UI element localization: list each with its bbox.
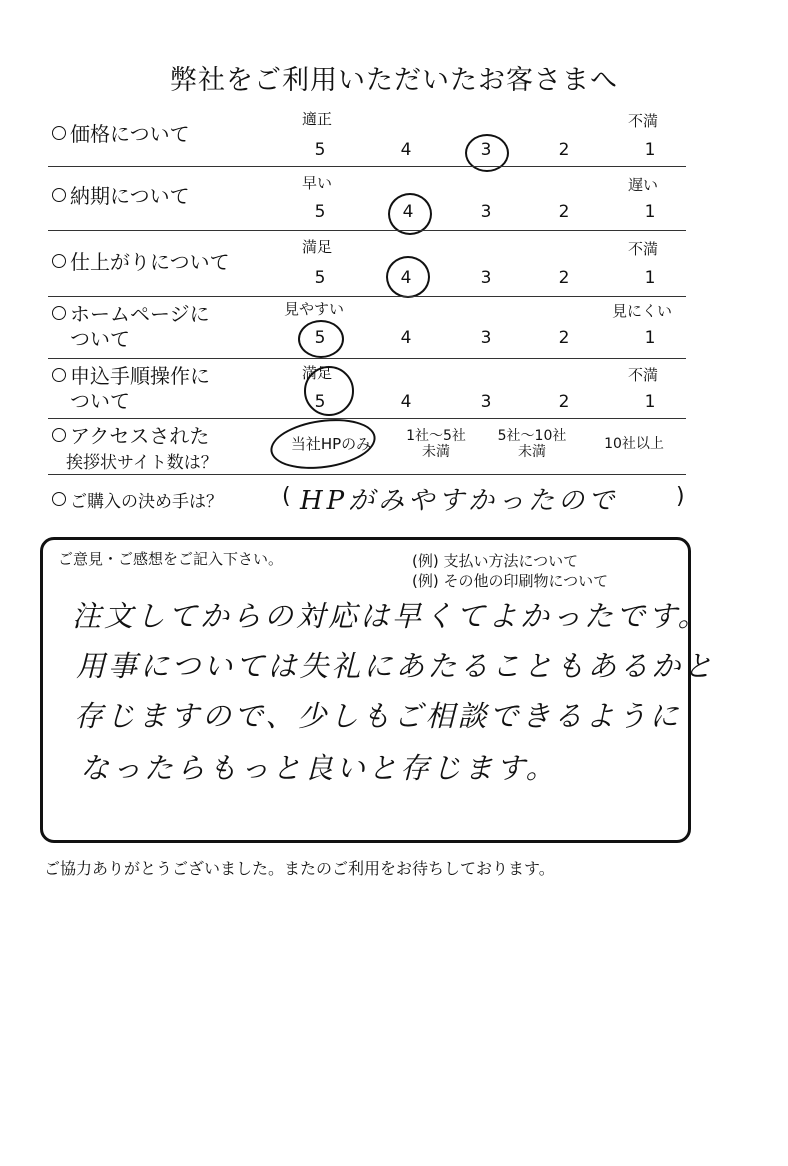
procedure-option-3[interactable]: 3 [480, 392, 492, 412]
bullet-icon [52, 368, 66, 382]
price-option-4[interactable]: 4 [400, 140, 412, 160]
finish-option-3[interactable]: 3 [480, 268, 492, 288]
comment-line-3: 存じますので、少しもご相談できるように [74, 699, 682, 733]
bullet-icon [52, 428, 66, 442]
bullet-icon [52, 306, 66, 320]
finish-scale-left: 満足 [302, 238, 333, 256]
procedure-scale-right: 不満 [628, 366, 659, 384]
finish-scale-right: 不満 [628, 240, 659, 258]
bullet-icon [52, 188, 66, 202]
price-option-3[interactable]: 3 [480, 140, 492, 160]
comment-line-1: 注文してからの対応は早くてよかったです。 [72, 599, 710, 633]
divider [48, 418, 686, 419]
price-option-5[interactable]: 5 [314, 140, 326, 160]
bullet-icon [52, 254, 66, 268]
sites-selected-circle [267, 413, 379, 475]
comment-example-2: (例) その他の印刷物について [412, 572, 609, 590]
delivery-option-4[interactable]: 4 [402, 202, 414, 222]
question-price-label: 価格について [52, 122, 190, 147]
finish-selected-circle [386, 256, 430, 298]
question-finish-label: 仕上がりについて [52, 250, 230, 275]
homepage-option-1[interactable]: 1 [644, 328, 656, 348]
homepage-scale-right: 見にくい [612, 302, 673, 320]
delivery-option-5[interactable]: 5 [314, 202, 326, 222]
comment-line-4: なったらもっと良いと存じます。 [80, 751, 558, 785]
finish-option-1[interactable]: 1 [644, 268, 656, 288]
homepage-option-3[interactable]: 3 [480, 328, 492, 348]
bullet-icon [52, 126, 66, 140]
question-homepage-label: ホームページに ついて [52, 302, 210, 352]
procedure-option-5[interactable]: 5 [314, 392, 326, 412]
footer-thanks: ご協力ありがとうございました。またのご利用をお待ちしております。 [44, 859, 555, 878]
procedure-selected-circle [304, 366, 354, 416]
delivery-option-2[interactable]: 2 [558, 202, 570, 222]
sites-option-own-hp[interactable]: 当社HPのみ [290, 435, 372, 453]
procedure-option-1[interactable]: 1 [644, 392, 656, 412]
procedure-option-2[interactable]: 2 [558, 392, 570, 412]
price-option-2[interactable]: 2 [558, 140, 570, 160]
comment-header: ご意見・ご感想をご記入下さい。 [58, 550, 284, 568]
page-title: 弊社をご利用いただいたお客さまへ [170, 65, 618, 96]
procedure-scale-left: 満足 [302, 364, 333, 382]
divider [48, 230, 686, 231]
delivery-scale-right: 遅い [628, 176, 659, 194]
finish-option-2[interactable]: 2 [558, 268, 570, 288]
finish-option-5[interactable]: 5 [314, 268, 326, 288]
divider [48, 166, 686, 167]
delivery-option-1[interactable]: 1 [644, 202, 656, 222]
sites-option-10-plus[interactable]: 10社以上 [604, 436, 664, 452]
divider [48, 296, 686, 297]
finish-option-4[interactable]: 4 [400, 268, 412, 288]
question-reason-label: ご購入の決め手は？ [52, 490, 223, 515]
delivery-option-3[interactable]: 3 [480, 202, 492, 222]
price-scale-right: 不満 [628, 112, 659, 130]
price-option-1[interactable]: 1 [644, 140, 656, 160]
reason-open-paren: ( [282, 484, 291, 509]
bullet-icon [52, 492, 66, 506]
price-scale-left: 適正 [302, 110, 333, 128]
homepage-option-5[interactable]: 5 [314, 328, 326, 348]
homepage-scale-left: 見やすい [284, 300, 345, 318]
comment-example-1: (例) 支払い方法について [412, 552, 579, 570]
comment-line-2: 用事については失礼にあたることもあるかと [76, 649, 716, 683]
question-procedure-label: 申込手順操作に ついて [52, 364, 210, 414]
reason-answer[interactable]: HPがみやすかったので [300, 486, 619, 516]
question-sites-label: アクセスされた 挨拶状サイト数は？ [52, 424, 218, 476]
divider [48, 474, 686, 475]
delivery-selected-circle [388, 193, 432, 235]
sites-option-5-10[interactable]: 5社～10社 未満 [497, 428, 567, 460]
divider [48, 358, 686, 359]
homepage-option-2[interactable]: 2 [558, 328, 570, 348]
homepage-selected-circle [298, 320, 344, 358]
question-delivery-label: 納期について [52, 184, 190, 209]
sites-option-1-5[interactable]: 1社～5社 未満 [406, 428, 466, 460]
delivery-scale-left: 早い [302, 174, 333, 192]
procedure-option-4[interactable]: 4 [400, 392, 412, 412]
reason-close-paren: ) [676, 484, 685, 509]
homepage-option-4[interactable]: 4 [400, 328, 412, 348]
